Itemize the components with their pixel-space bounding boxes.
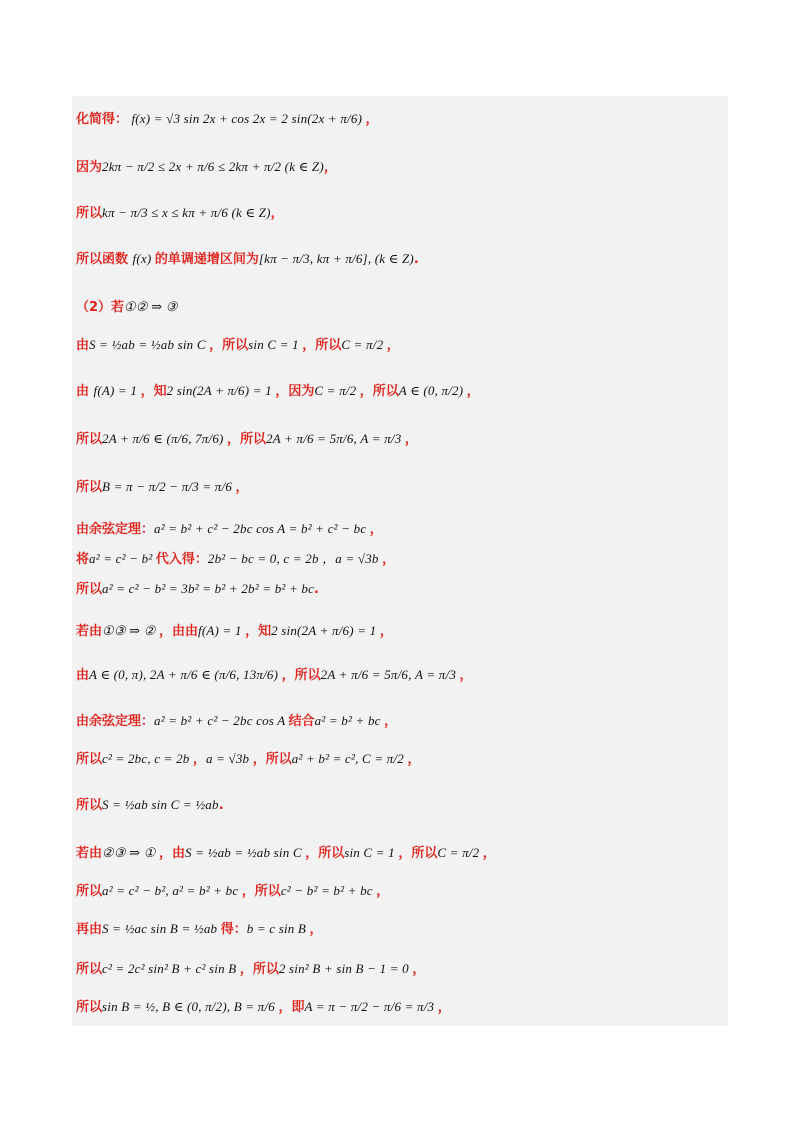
chinese-text: ，所以 <box>281 668 321 683</box>
solution-line <box>76 794 224 813</box>
chinese-text: ， <box>309 922 323 937</box>
math-expression: 2kπ − π/2 ≤ 2x + π/6 ≤ 2kπ + π/2 (k ∈ Z) <box>102 159 324 174</box>
math-expression: A ∈ (0, π), 2A + π/6 ∈ (π/6, 13π/6) <box>89 667 282 682</box>
solution-line <box>76 664 473 683</box>
chinese-text: 所以 <box>76 432 103 447</box>
math-expression: B = π − π/2 − π/3 = π/6 <box>102 479 236 494</box>
chinese-text: 由 <box>76 384 94 399</box>
chinese-text: 所以 <box>76 798 103 813</box>
chinese-text: 由余弦定理： <box>76 522 155 537</box>
solution-line <box>76 842 496 861</box>
math-expression: sin C = 1 <box>344 845 399 860</box>
chinese-text: 所以 <box>76 480 103 495</box>
chinese-text: 若由 <box>76 624 103 639</box>
chinese-text: 由 <box>76 338 90 353</box>
chinese-text: . <box>218 798 224 813</box>
chinese-text: . <box>314 582 319 597</box>
chinese-text: ，因为 <box>275 384 315 399</box>
math-expression: a² = b² + bc <box>314 713 385 728</box>
math-expression: C = π/2 <box>314 383 360 398</box>
solution-line <box>76 958 425 977</box>
math-expression: A ∈ (0, π/2) <box>398 383 467 398</box>
chinese-text: ， <box>382 552 396 567</box>
math-expression: S = ½ab sin C = ½ab <box>102 797 219 812</box>
chinese-text: ， <box>407 752 421 767</box>
chinese-text: ，即 <box>278 1000 305 1015</box>
chinese-text: ，知 <box>245 624 272 639</box>
math-expression: f(x) = √3 sin 2x + cos 2x = 2 sin(2x + π/6) <box>128 111 366 126</box>
solution-line <box>76 428 418 447</box>
chinese-text: ，由 <box>159 846 186 861</box>
chinese-text: 由 <box>76 668 90 683</box>
chinese-text: 得： <box>220 922 247 937</box>
chinese-text: ，所以 <box>302 338 342 353</box>
math-expression: c² = 2bc, c = 2b <box>102 751 193 766</box>
chinese-text: ， <box>384 714 398 729</box>
math-expression: f(x) <box>132 251 155 266</box>
chinese-text: ，所以 <box>398 846 438 861</box>
chinese-text: 代入得： <box>155 552 208 567</box>
math-expression: ①② ⇒ ③ <box>124 299 178 314</box>
solution-line <box>76 380 480 399</box>
solution-line <box>76 880 389 899</box>
chinese-text: ，所以 <box>241 884 281 899</box>
math-expression: ①③ ⇒ ② <box>102 623 160 638</box>
math-expression: C = π/2 <box>437 845 483 860</box>
chinese-text: ， <box>379 624 393 639</box>
math-expression: C = π/2 <box>341 337 387 352</box>
math-expression: S = ½ab = ½ab sin C <box>185 845 306 860</box>
chinese-text: 将 <box>76 552 90 567</box>
solution-line <box>76 748 420 767</box>
chinese-text: ， <box>459 668 473 683</box>
solution-line <box>76 996 451 1015</box>
solution-line <box>76 156 337 175</box>
chinese-text: ， <box>235 480 249 495</box>
chinese-text: 若由 <box>76 846 103 861</box>
chinese-text: ，所以 <box>252 752 292 767</box>
math-expression: a² = c² − b² = 3b² = b² + 2b² = b² + bc <box>102 581 315 596</box>
solution-line <box>76 334 400 353</box>
math-expression: 2A + π/6 ∈ (π/6, 7π/6) <box>102 431 227 446</box>
chinese-text: . <box>413 252 419 267</box>
chinese-text: ， <box>323 160 337 175</box>
solution-line <box>76 476 249 495</box>
chinese-text: ，由由 <box>159 624 199 639</box>
chinese-text: 由余弦定理： <box>76 714 155 729</box>
solution-line <box>76 548 395 567</box>
chinese-text: 再由 <box>76 922 103 937</box>
chinese-text: ，所以 <box>239 962 279 977</box>
solution-line <box>76 202 284 221</box>
chinese-text: 所以 <box>76 962 103 977</box>
solution-line <box>76 918 323 937</box>
math-expression: c² = 2c² sin² B + c² sin B <box>102 961 240 976</box>
chinese-text: ， <box>376 884 390 899</box>
math-expression: kπ − π/3 ≤ x ≤ kπ + π/6 (k ∈ Z) <box>102 205 271 220</box>
chinese-text: ， <box>192 752 206 767</box>
chinese-text: ， <box>404 432 418 447</box>
solution-line <box>76 108 379 127</box>
solution-line <box>76 518 383 537</box>
math-expression: 2A + π/6 = 5π/6, A = π/3 <box>266 431 405 446</box>
math-expression: c² − b² = b² + bc <box>280 883 377 898</box>
chinese-text: 所以 <box>76 1000 103 1015</box>
math-expression: 2b² − bc = 0, c = 2b ，a = √3b <box>207 551 383 566</box>
chinese-text: ， <box>482 846 496 861</box>
chinese-text: 所以函数 <box>76 252 133 267</box>
math-expression: A = π − π/2 − π/6 = π/3 <box>304 999 438 1014</box>
chinese-text: ， <box>386 338 400 353</box>
math-expression: [kπ − π/3, kπ + π/6], (k ∈ Z) <box>258 251 414 266</box>
chinese-text: 结合 <box>288 714 315 729</box>
chinese-text: ， <box>365 112 379 127</box>
solution-line <box>76 710 397 729</box>
solution-line <box>76 296 178 315</box>
math-expression: sin C = 1 <box>248 337 303 352</box>
math-expression: sin B = ½, B ∈ (0, π/2), B = π/6 <box>102 999 279 1014</box>
math-expression: 2 sin² B + sin B − 1 = 0 <box>278 961 413 976</box>
math-expression: 2A + π/6 = 5π/6, A = π/3 <box>320 667 460 682</box>
math-expression: a² = b² + c² − 2bc cos A = b² + c² − bc <box>154 521 370 536</box>
chinese-text: ，所以 <box>209 338 249 353</box>
math-expression: a² = c² − b², a² = b² + bc <box>102 883 242 898</box>
math-expression: f(A) = 1 <box>93 383 141 398</box>
solution-line <box>76 248 419 267</box>
math-expression: a = √3b <box>205 751 253 766</box>
chinese-text: ， <box>437 1000 451 1015</box>
math-expression: a² = c² − b² <box>89 551 156 566</box>
chinese-text: ，所以 <box>227 432 267 447</box>
chinese-text: ， <box>270 206 284 221</box>
math-expression: 2 sin(2A + π/6) = 1 <box>271 623 380 638</box>
math-expression: 2 sin(2A + π/6) = 1 <box>166 383 276 398</box>
math-expression: a² + b² = c², C = π/2 <box>291 751 408 766</box>
math-expression: a² = b² + c² − 2bc cos A <box>154 713 289 728</box>
chinese-text: 所以 <box>76 884 103 899</box>
math-expression: S = ½ac sin B = ½ab <box>102 921 221 936</box>
math-expression: S = ½ab = ½ab sin C <box>89 337 210 352</box>
chinese-text: 所以 <box>76 752 103 767</box>
chinese-text: 所以 <box>76 206 103 221</box>
chinese-text: （2）若 <box>76 300 125 315</box>
chinese-text: ， <box>412 962 426 977</box>
math-expression: ②③ ⇒ ① <box>102 845 160 860</box>
chinese-text: ，所以 <box>359 384 399 399</box>
chinese-text: ， <box>466 384 480 399</box>
chinese-text: 化简得： <box>76 112 129 127</box>
chinese-text: ，知 <box>140 384 167 399</box>
solution-line <box>76 620 393 639</box>
chinese-text: 所以 <box>76 582 103 597</box>
chinese-text: 的单调递增区间为 <box>154 252 259 267</box>
chinese-text: ，所以 <box>305 846 345 861</box>
chinese-text: 因为 <box>76 160 103 175</box>
math-expression: f(A) = 1 <box>198 623 246 638</box>
solution-line <box>76 578 319 597</box>
chinese-text: ， <box>369 522 383 537</box>
math-expression: b = c sin B <box>246 921 310 936</box>
